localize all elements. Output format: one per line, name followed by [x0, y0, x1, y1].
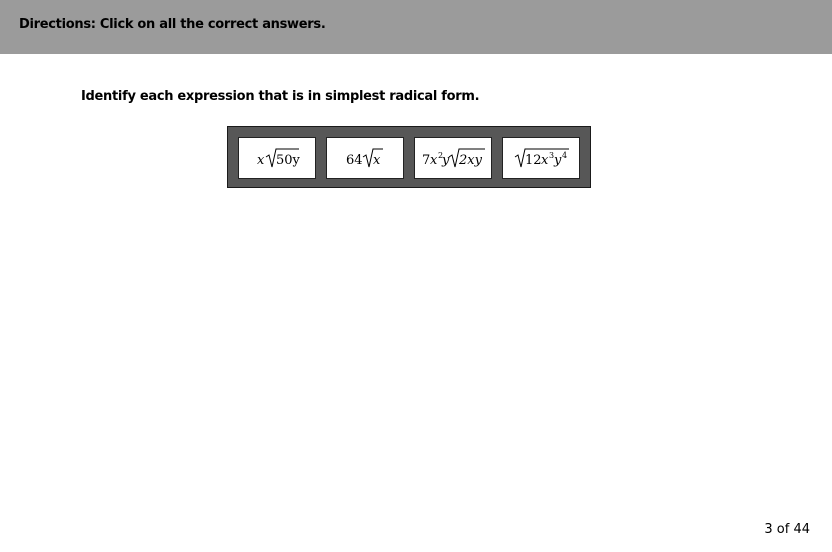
choice-4-radicand-var-y: y: [554, 153, 562, 168]
answer-choice-2[interactable]: [326, 137, 404, 179]
choice-1-coefficient: x: [257, 153, 265, 168]
choice-4-radicand-number: 12: [525, 153, 542, 168]
choice-1-radicand: 50y: [276, 153, 300, 168]
choice-3-coef-number: 7: [422, 153, 431, 168]
answer-choice-4[interactable]: [502, 137, 580, 179]
choice-3-exponent: 2: [438, 151, 444, 160]
directions-bar: [0, 0, 832, 54]
radical-expression-2: [327, 138, 403, 178]
choice-3-coef-var-x: x: [430, 153, 438, 168]
choice-4-radicand-var-x: x: [541, 153, 549, 168]
question-prompt: Identify each expression that is in simplest radical form.: [81, 89, 480, 104]
answer-choice-1[interactable]: [238, 137, 316, 179]
radical-expression-3: [415, 138, 491, 178]
choice-3-radicand: 2xy: [459, 153, 482, 168]
answer-choices-tray: [227, 126, 591, 188]
choice-3-coef-var-y: y: [442, 153, 450, 168]
choice-2-radicand: x: [373, 153, 381, 168]
choice-4-exponent-x: 3: [549, 151, 555, 160]
choice-2-coefficient: 64: [346, 153, 363, 168]
page-counter: 3 of 44: [764, 522, 810, 537]
directions-text: Directions: Click on all the correct answers.: [19, 17, 326, 32]
answer-choice-3[interactable]: [414, 137, 492, 179]
radical-expression-1: [239, 138, 315, 178]
choice-4-exponent-y: 4: [562, 151, 568, 160]
radical-expression-4: [503, 138, 579, 178]
